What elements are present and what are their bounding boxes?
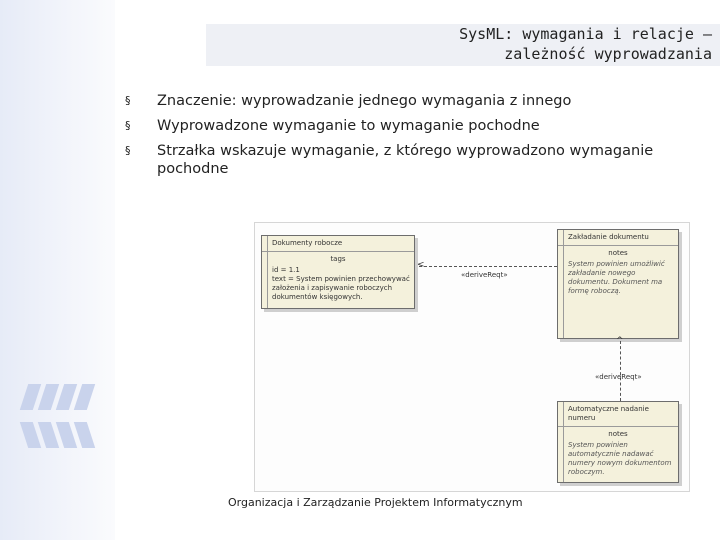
bullet-item bbox=[125, 117, 705, 135]
title-bar bbox=[206, 24, 720, 66]
requirement-name: Dokumenty robocze bbox=[262, 236, 414, 252]
bullet-text: Znaczenie: wyprowadzanie jednego wymagania z innego bbox=[157, 93, 572, 109]
derive-dependency-line-v bbox=[620, 341, 621, 401]
bullet-marker: § bbox=[125, 144, 131, 157]
requirement-section: notes bbox=[608, 249, 628, 257]
sidebar-gradient bbox=[0, 0, 115, 540]
stereotype-label: «deriveReqt» bbox=[595, 373, 642, 381]
decorative-chevrons-left bbox=[22, 422, 94, 448]
bullet-marker: § bbox=[125, 119, 131, 132]
stereotype-label: «deriveReqt» bbox=[461, 271, 508, 279]
arrowhead-up-icon: ^ bbox=[616, 336, 624, 346]
requirement-text: text = System powinien przechowywać założenia i zapisywanie roboczych dokumentów księgowych. bbox=[272, 275, 410, 301]
bullet-item bbox=[125, 92, 705, 110]
requirement-box-automatyczne bbox=[557, 401, 679, 483]
sysml-diagram bbox=[254, 222, 690, 492]
requirement-section: notes bbox=[608, 430, 628, 438]
arrowhead-left-icon: < bbox=[417, 260, 425, 270]
title-line-1: SysML: wymagania i relacje – bbox=[459, 25, 712, 43]
bullet-list bbox=[125, 92, 705, 185]
bullet-item bbox=[125, 142, 705, 178]
bullet-marker: § bbox=[125, 94, 131, 107]
slide-title bbox=[459, 24, 712, 64]
requirement-id: id = 1.1 bbox=[272, 266, 300, 274]
requirement-name: Zakładanie dokumentu bbox=[558, 230, 678, 246]
requirement-notes: System powinien automatycznie nadawać numery nowym dokumentom roboczym. bbox=[568, 441, 672, 476]
requirement-section: tags bbox=[330, 255, 346, 263]
requirement-name: Automatyczne nadanie numeru bbox=[558, 402, 678, 427]
decorative-chevrons-right bbox=[22, 384, 94, 410]
derive-dependency-line-h bbox=[419, 266, 557, 267]
bullet-text: Wyprowadzone wymaganie to wymaganie pochodne bbox=[157, 118, 540, 134]
requirement-notes: System powinien umożliwić zakładanie nowego dokumentu. Dokument ma formę roboczą. bbox=[568, 260, 665, 295]
requirement-box-dokumenty bbox=[261, 235, 415, 309]
requirement-box-zakladanie bbox=[557, 229, 679, 339]
bullet-text: Strzałka wskazuje wymaganie, z którego wyprowadzono wymaganie pochodne bbox=[157, 143, 654, 177]
title-line-2: zależność wyprowadzania bbox=[504, 45, 712, 63]
footer-text: Organizacja i Zarządzanie Projektem Informatycznym bbox=[228, 496, 523, 509]
